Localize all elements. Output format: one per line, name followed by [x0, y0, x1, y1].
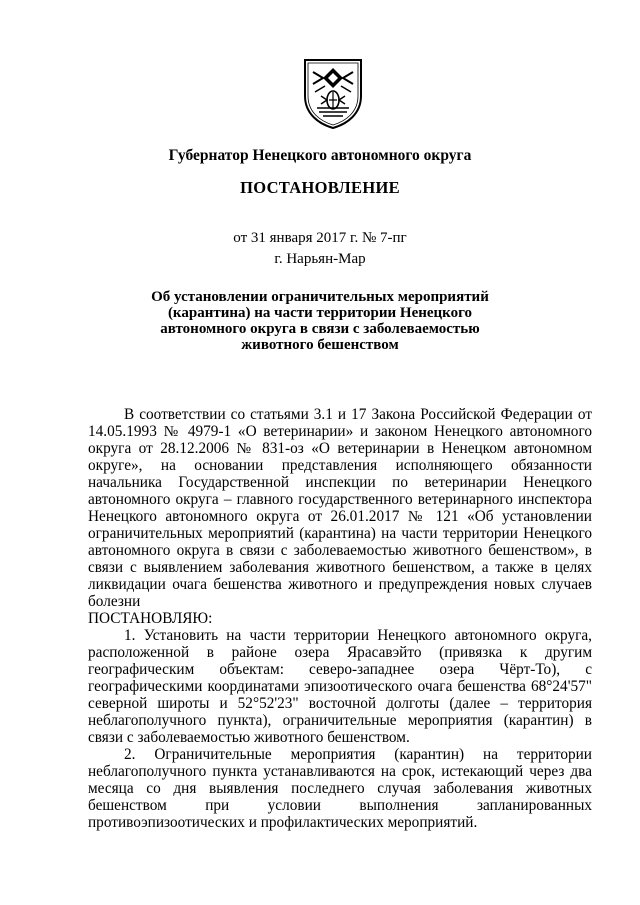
issuing-authority: Губернатор Ненецкого автономного округа [168, 147, 472, 164]
item-2-paragraph: 2. Ограничительные мероприятия (карантин) на территории неблагополучного пункта устанавливаются на срок, истекающий через два месяца со дня выявления последнего случая заболевания животных бешенством при условии выполнения запланированных противоэпизоотических и профилактических мероприятий. [88, 746, 592, 831]
resolve-word: ПОСТАНОВЛЯЮ: [88, 610, 213, 627]
coat-of-arms-emblem [301, 56, 365, 130]
title-line: Об установлении ограничительных мероприятий [151, 289, 489, 305]
date-and-place [0, 228, 640, 270]
preamble-paragraph: В соответствии со статьями 3.1 и 17 Закона Российской Федерации от 14.05.1993 № 4979-1 «О ветеринарии» и законом Ненецкого автономного округа от 28.12.2006 № 831-оз «О ветеринарии в Ненецком автономном округе», на основании представления исполняющего обязанности начальника Государственной инспекции по ветеринарии Ненецкого автономного округа – главного государственного ветеринарного инспектора Ненецкого автономного округа от 26.01.2017 № 121 «Об установлении ограничительных мероприятий (карантина) на части территории Ненецкого автономного округа в связи с заболеваемостью животного бешенством», в связи с выявлением заболевания животного бешенством, а также в целях ликвидации очага бешенства животного и предупреждения новых случаев болезни [88, 406, 592, 610]
document-title [0, 289, 640, 353]
document-type: ПОСТАНОВЛЕНИЕ [240, 178, 400, 197]
city: г. Нарьян-Мар [274, 251, 366, 267]
document-body [88, 406, 592, 831]
title-line: автономного округа в связи с заболеваемостью [160, 321, 480, 337]
item-1-paragraph: 1. Установить на части территории Ненецкого автономного округа, расположенной в районе озера Ярасавэйто (привязка к другим географическим объектам: северо-западнее озера Чёрт-То), с географическими координатами эпизоотического очага бешенства 68°24'57" северной широты и 52°52'23" восточной долготы (далее – территория неблагополучного пункта), ограничительные мероприятия (карантин) в связи с заболеваемостью животного бешенством. [88, 627, 592, 746]
title-line: животного бешенством [241, 337, 399, 353]
title-line: (карантина) на части территории Ненецкого [167, 305, 473, 321]
date-number: от 31 января 2017 г. № 7-пг [233, 230, 407, 246]
